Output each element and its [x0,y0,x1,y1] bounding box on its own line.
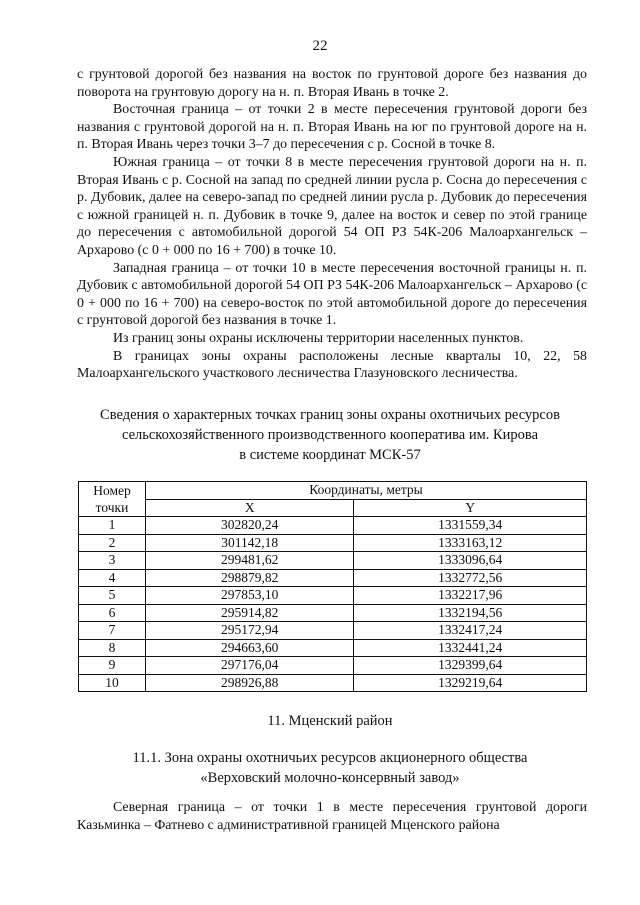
cell-y: 1332772,56 [354,569,587,587]
cell-y: 1332441,24 [354,639,587,657]
table-header-row [79,482,587,500]
table-row [79,674,587,692]
subsection-title [60,748,600,788]
paragraph-west-boundary: Западная граница – от точки 10 в месте пересечения восточной границы н. п. Дубовик с автомобильной дорогой 54 ОП РЗ 54К-206 Малоархангельск – Архарово (с 0 + 000 по 16 + 700) на северо-восток по этой автомобильной дороге до пересечения с грунтовой дорогой без названия в точке 1. [77,260,587,329]
table-row [79,639,587,657]
table-row [79,552,587,570]
header-y: Y [354,499,587,517]
cell-x: 302820,24 [146,517,354,535]
subsection-title-line-1: 11.1. Зона охраны охотничьих ресурсов акционерного общества [132,750,528,766]
cell-y: 1332417,24 [354,622,587,640]
cell-number: 9 [79,657,146,675]
cell-number: 7 [79,622,146,640]
table-row [79,587,587,605]
cell-number: 8 [79,639,146,657]
table-caption-line-3: в системе координат МСК-57 [239,447,421,463]
cell-y: 1332194,56 [354,604,587,622]
cell-number: 10 [79,674,146,692]
paragraph-exclusions: Из границ зоны охраны исключены территории населенных пунктов. [113,330,524,346]
table-row [79,534,587,552]
table-caption-line-1: Сведения о характерных точках границ зоны охраны охотничьих ресурсов [100,407,560,423]
cell-y: 1329219,64 [354,674,587,692]
table-row [79,517,587,535]
cell-number: 3 [79,552,146,570]
cell-number: 4 [79,569,146,587]
paragraph-east-boundary: Восточная граница – от точки 2 в месте пересечения грунтовой дороги без названия с грунтовой дорогой на н. п. Вторая Ивань на юг по грунтовой дороге на н. п. Вторая Ивань через точки 3–7 до пересечения с р. Сосной в точке 8. [77,102,587,153]
header-point-label-1: Номер [93,482,131,498]
cell-x: 298926,88 [146,674,354,692]
header-x: X [146,499,354,517]
cell-x: 294663,60 [146,639,354,657]
page-number: 22 [312,38,328,54]
table-row [79,569,587,587]
table-header-row [79,499,587,517]
boundary-description [77,66,587,383]
paragraph-continuation: с грунтовой дорогой без названия на восток по грунтовой дороге без названия до поворота на грунтовую дорогу на н. п. Вторая Ивань в точке 2. [77,67,587,100]
cell-y: 1333163,12 [354,534,587,552]
cell-x: 298879,82 [146,569,354,587]
header-point-number-2 [79,499,146,517]
cell-x: 297853,10 [146,587,354,605]
cell-x: 295172,94 [146,622,354,640]
table-caption-line-2: сельскохозяйственного производственного кооператива им. Кирова [121,427,539,443]
cell-x: 299481,62 [146,552,354,570]
cell-number: 1 [79,517,146,535]
cell-x: 297176,04 [146,657,354,675]
cell-y: 1329399,64 [354,657,587,675]
table-row [79,657,587,675]
subsection-title-line-2: «Верховский молочно-консервный завод» [200,770,460,786]
coordinates-table [78,481,587,692]
cell-y: 1332217,96 [354,587,587,605]
cell-y: 1333096,64 [354,552,587,570]
table-caption [60,405,600,465]
north-boundary-description [77,799,587,834]
header-coordinates: Координаты, метры [146,482,587,500]
cell-number: 2 [79,534,146,552]
paragraph-forest-quarters: В границах зоны охраны расположены лесные кварталы 10, 22, 58 Малоархангельского участкового лесничества Глазуновского лесничества. [77,348,587,382]
table-body [79,517,587,692]
paragraph-south-boundary: Южная граница – от точки 8 в месте пересечения грунтовой дороги на н. п. Вторая Ивань с р. Сосной на запад по средней линии русла р. Сосна до пересечения с р. Дубовик, далее на северо-запад по средней линии русла р. Дубовик до пересечения с южной границей н. п. Дубовик в точке 9, далее на восток и север по этой границе до пересечения с автомобильной дорогой 54 ОП РЗ 54К-206 Малоархангельск – Архарово (с 0 + 000 по 16 + 700) в точке 10. [77,154,587,258]
paragraph-north-boundary: Северная граница – от точки 1 в месте пересечения грунтовой дороги Казьминка – Фатнево с административной границей Мценского района [77,800,587,833]
cell-x: 301142,18 [146,534,354,552]
cell-number: 5 [79,587,146,605]
header-point-number [79,482,146,500]
header-point-label-2: точки [95,499,129,515]
table-row [79,604,587,622]
table-row [79,622,587,640]
cell-x: 295914,82 [146,604,354,622]
cell-y: 1331559,34 [354,517,587,535]
cell-number: 6 [79,604,146,622]
section-title: 11. Мценский район [267,713,393,729]
